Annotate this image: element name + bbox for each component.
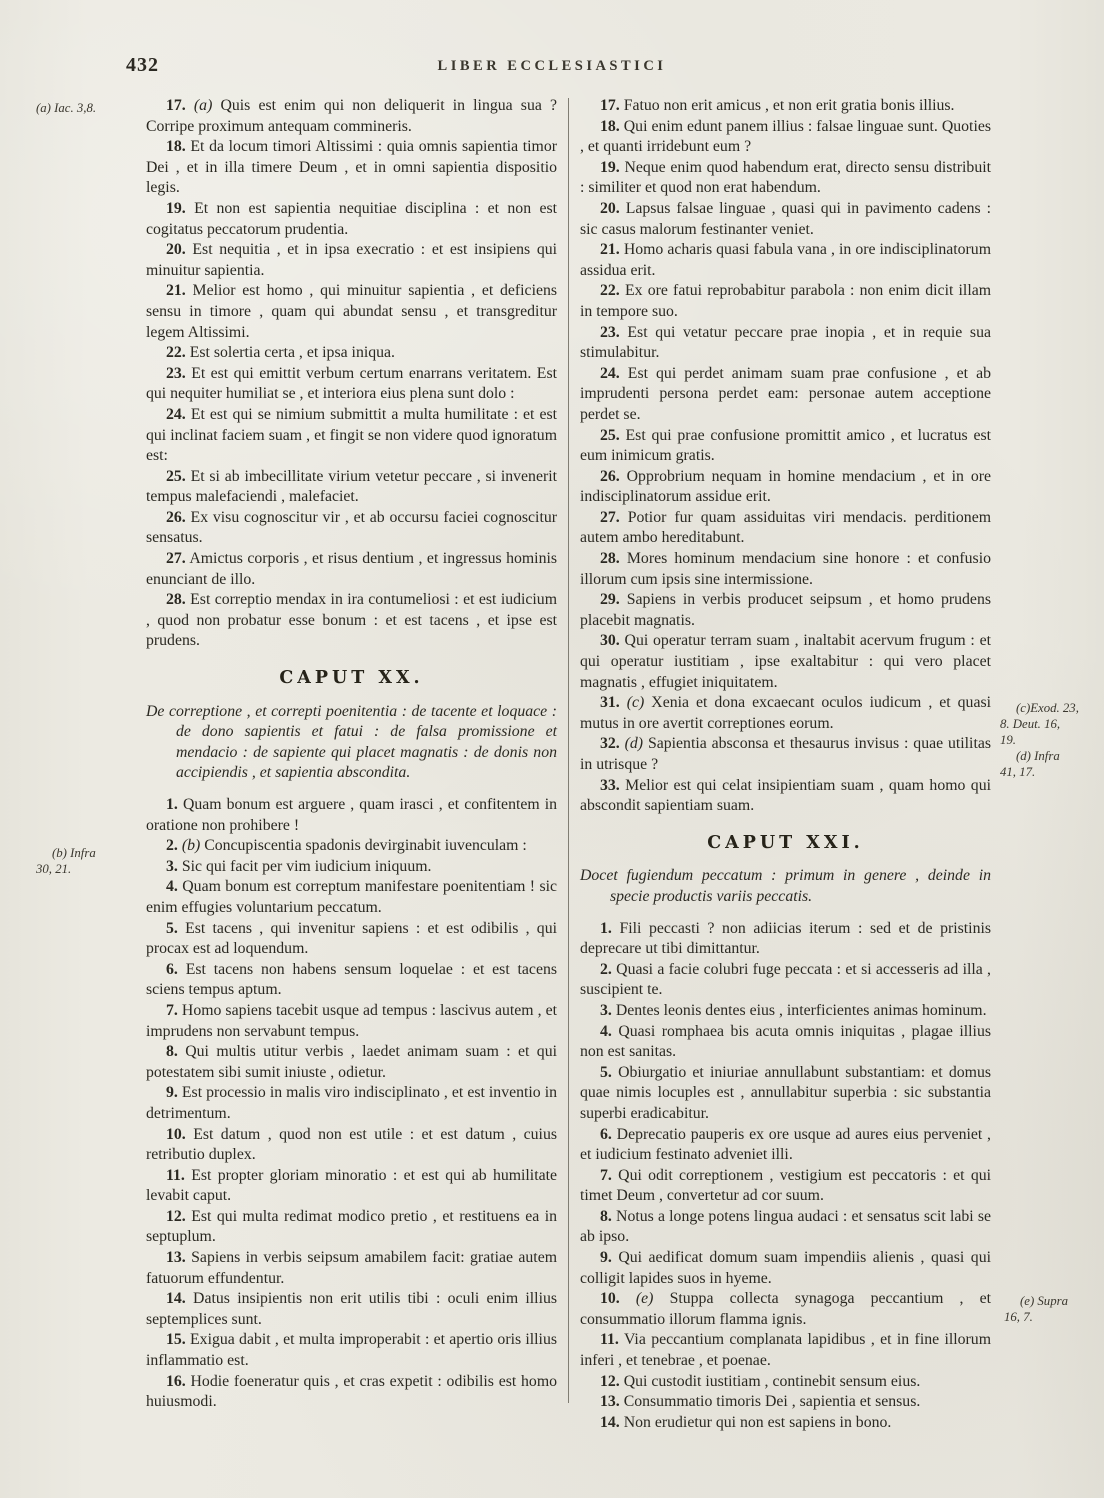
verse-text: Deprecatio pauperis ex ore usque ad aures eius perveniet , et iudicium festinato adveniet illi.: [580, 1125, 992, 1164]
verse-number: 33.: [600, 776, 620, 794]
verse-number: 8.: [600, 1207, 612, 1225]
verse: [146, 96, 557, 137]
verse-text: Dentes leonis dentes eius , interficientes animas hominum.: [615, 1001, 987, 1019]
verse-number: 3.: [166, 857, 178, 875]
verse-number: 18.: [600, 117, 620, 135]
verse: [146, 549, 557, 590]
verse: [580, 467, 991, 508]
running-head: [0, 54, 1104, 84]
verse-text: Est datum , quod non est utile : et est datum , cuius retributio duplex.: [146, 1125, 557, 1164]
verse: [146, 1166, 557, 1207]
verse-text: Hodie foeneratur quis , et cras expetit : odibilis est homo huiusmodi.: [146, 1372, 557, 1411]
verse-text: Quasi a facie colubri fuge peccata : et si accesseris ad illa , suscipient te.: [580, 960, 991, 999]
verse-number: 25.: [166, 467, 186, 485]
verse: [580, 1125, 991, 1166]
verse-number: 13.: [600, 1393, 620, 1411]
verse-number: 26.: [166, 508, 186, 526]
verse: [580, 693, 991, 734]
verse-number: 7.: [166, 1001, 178, 1019]
footnote-ref: (d): [624, 735, 644, 753]
verse-number: 23.: [166, 364, 186, 382]
verse-number: 15.: [166, 1331, 186, 1349]
verse-number: 1.: [166, 796, 178, 813]
verse: [146, 1001, 557, 1042]
verse: [146, 405, 557, 467]
verse-text: Obiurgatio et iniuriae annullabunt substantiam: et domus quae nimis locuples est , annullabitur superbia : sic substantia superbi eradicabitur.: [580, 1063, 991, 1122]
verse: [580, 1392, 991, 1413]
verse: [580, 1330, 991, 1371]
verse: [580, 1372, 991, 1393]
verse-text: Est tacens non habens sensum loquelae : et est tacens sciens tempus aptum.: [146, 960, 557, 999]
verse: [146, 590, 557, 652]
verse-text: Datus insipientis non erit utilis tibi : oculi enim illius septemplices sunt.: [146, 1290, 558, 1328]
verse-text: Est tacens , qui invenitur sapiens : et est odibilis , qui procax est ad loquendum.: [146, 919, 557, 958]
verse-text: Homo acharis quasi fabula vana , in ore indisciplinatorum assidua erit.: [580, 241, 991, 279]
verse-text: Concupiscentia spadonis devirginabit iuvenculam :: [204, 837, 527, 855]
verse: [580, 426, 991, 467]
verse-number: 2.: [166, 837, 178, 855]
margin-note-line: 41, 17.: [1000, 765, 1036, 779]
verse-number: 21.: [166, 282, 186, 300]
verse-number: 12.: [600, 1372, 620, 1390]
margin-note-line: 30, 21.: [36, 862, 72, 876]
verse-text: Xenia et dona excaecant oculos iudicum , et quasi mutus in ore avertit correptiones eorum.: [580, 694, 992, 732]
verse-text: Mores hominum mendacium sine honore : et confusio illorum cum ipsis sine intermissione.: [580, 550, 991, 588]
column-divider: [568, 98, 569, 1403]
verse-number: 2.: [600, 960, 612, 978]
verse-number: 7.: [600, 1166, 612, 1184]
chapter-heading-xxi: CAPUT XXI.: [707, 832, 864, 853]
verse-number: 5.: [166, 919, 178, 937]
footnote-ref: (e): [635, 1290, 654, 1308]
verse-number: 11.: [166, 1166, 185, 1184]
verse-number: 9.: [600, 1249, 612, 1267]
verse: [580, 960, 991, 1001]
verse: [580, 1063, 991, 1125]
verse-number: 25.: [600, 426, 620, 444]
verse: [146, 343, 557, 364]
verse-text: Qui operatur terram suam , inaltabit acervum frugum : et qui operatur iustitiam , ipse exaltabitur : qui vero placet magnatis , effugiet iniquitatem.: [580, 632, 991, 691]
verse: [146, 1330, 557, 1371]
verse-text: Opprobrium nequam in homine mendacium , et in ore indisciplinatorum assidue erit.: [580, 467, 991, 506]
verse: [580, 734, 991, 775]
verse: [146, 467, 557, 508]
verse: [146, 1125, 557, 1166]
margin-note-a: [36, 100, 96, 116]
verse: [146, 1042, 557, 1083]
verse: [580, 158, 991, 199]
verse: [146, 960, 557, 1001]
verse-number: 10.: [166, 1125, 186, 1143]
left-column-verses-top: [146, 96, 557, 652]
verse-number: 32.: [600, 735, 620, 753]
footnote-ref: (c): [626, 694, 645, 712]
margin-note-line: (c)Exod. 23,: [1016, 701, 1079, 715]
margin-note-line: 8. Deut. 16,: [1000, 717, 1061, 731]
verse-text: Homo sapiens tacebit usque ad tempus : lascivus autem , et imprudens non servabunt tempus.: [146, 1001, 557, 1040]
verse-text: Est solertia certa , et ipsa iniqua.: [189, 344, 395, 362]
verse-number: 8.: [166, 1043, 178, 1061]
verse-number: 27.: [600, 508, 620, 526]
verse-text: Quis est enim qui non deliquerit in lingua sua ? Corripe proximum antequam commineris.: [146, 97, 558, 135]
verse-number: 9.: [166, 1084, 178, 1102]
verse-number: 22.: [600, 282, 620, 300]
verse-text: Est nequitia , et in ipsa execratio : et est insipiens qui minuitur sapientia.: [146, 241, 558, 279]
verse: [146, 1372, 557, 1413]
verse-number: 14.: [166, 1290, 186, 1308]
verse-text: Qui multis utitur verbis , laedet animam suam : et qui potestatem sibi sumit iniuste , odietur.: [146, 1043, 557, 1081]
verse: [580, 776, 991, 817]
verse-text: Ex visu cognoscitur vir , et ab occursu faciei cognoscitur sensatus.: [146, 508, 557, 547]
verse-number: 13.: [166, 1249, 186, 1267]
footnote-ref: (a): [193, 97, 213, 114]
verse: [580, 364, 991, 426]
verse-text: Quasi romphaea bis acuta omnis iniquitas , plagae illius non est sanitas.: [580, 1022, 991, 1061]
verse: [580, 631, 991, 693]
verse-number: 6.: [166, 960, 178, 978]
margin-note-line: (a) Iac. 3,8.: [36, 101, 97, 115]
verse-text: Melior est homo , qui minuitur sapientia , et deficiens sensu in timore , quam qui abundat sensu , et transgreditur legem Altissimi.: [146, 282, 558, 341]
verse-text: Potior fur quam assiduitas viri mendacis. perditionem autem ambo hereditabunt.: [580, 508, 991, 547]
verse-text: Et non est sapientia nequitiae disciplina : et non est cogitatus peccatorum prudentia.: [146, 199, 558, 238]
verse-text: Quam bonum est arguere , quam irasci , et confitentem in oratione non prohibere !: [146, 796, 558, 834]
verse: [580, 323, 991, 364]
verse-text: Via peccantium complanata lapidibus , et in fine illorum inferi , et tenebrae , et poenae.: [580, 1331, 991, 1370]
verse-number: 12.: [166, 1207, 186, 1225]
verse-text: Amictus corporis , et risus dentium , et ingressus hominis enunciant de illo.: [146, 550, 557, 588]
verse-number: 18.: [166, 138, 186, 156]
verse-text: Et si ab imbecillitate virium vetetur peccare , si invenerit tempus malefaciendi , malefaciet.: [146, 467, 558, 506]
verse-text: Qui aedificat domum suam impendiis alienis , quasi qui colligit lapides suos in hyeme.: [580, 1249, 991, 1287]
verse-text: Sapiens in verbis producet seipsum , et homo prudens placebit magnatis.: [580, 591, 991, 629]
verse-number: 21.: [600, 241, 620, 259]
verse: [580, 96, 991, 117]
verse: [146, 857, 557, 878]
verse-number: 6.: [600, 1125, 612, 1143]
right-column-verses-top: [580, 96, 991, 817]
verse-number: 11.: [600, 1331, 619, 1349]
verse: [580, 919, 991, 960]
right-column: [580, 96, 991, 1433]
verse: [580, 1248, 991, 1289]
right-column-verses-bottom: [580, 919, 991, 1434]
verse-text: Sapientia absconsa et thesaurus invisus : quae utilitas in utrisque ?: [580, 735, 991, 773]
verse: [146, 836, 557, 857]
verse: [146, 364, 557, 405]
verse: [146, 508, 557, 549]
margin-note-b: [36, 845, 96, 877]
verse-text: Consummatio timoris Dei , sapientia et sensus.: [623, 1393, 921, 1411]
verse: [146, 877, 557, 918]
verse-text: Et da locum timori Altissimi : quia omnis sapientia timor Dei , et in illa timere Deum , et in omni sapientia dispositio legis.: [146, 138, 557, 197]
verse-text: Est qui multa redimat modico pretio , et restituens ea in septuplum.: [146, 1207, 557, 1246]
verse-text: Est qui prae confusione promittit amico , et lucratus est eum inimicum gratis.: [580, 426, 991, 465]
verse: [146, 919, 557, 960]
verse-number: 27.: [166, 550, 186, 568]
verse-text: Qui enim edunt panem illius : falsae linguae sunt. Quoties , et quanti irridebunt eum ?: [580, 117, 991, 156]
verse-number: 14.: [600, 1413, 620, 1431]
verse-text: Non erudietur qui non est sapiens in bono.: [623, 1413, 892, 1431]
verse-text: Est qui perdet animam suam prae confusione , et ab imprudenti persona perdet eam: personae autem acceptione perdet se.: [580, 364, 991, 423]
verse: [580, 1413, 991, 1434]
verse: [580, 281, 991, 322]
verse: [580, 240, 991, 281]
verse: [580, 1166, 991, 1207]
verse-number: 23.: [600, 323, 620, 341]
verse-number: 17.: [166, 97, 186, 114]
verse: [146, 1083, 557, 1124]
margin-note-line: (d) Infra: [1016, 749, 1060, 763]
verse: [580, 590, 991, 631]
verse-number: 10.: [600, 1290, 620, 1308]
chapter-heading-xx: CAPUT XX.: [279, 668, 424, 689]
verse: [580, 199, 991, 240]
verse-text: Qui odit correptionem , vestigium est peccatoris : et qui timet Deum , convertetur ad cor suum.: [580, 1166, 992, 1205]
verse-text: Ex ore fatui reprobabitur parabola : non enim dicit illam in tempore suo.: [580, 282, 992, 320]
verse-number: 19.: [600, 158, 620, 176]
verse-text: Est correptio mendax in ira contumeliosi : et est iudicium , quod non probatur esse bonum : et est tacens , et ipse est prudens.: [146, 591, 557, 650]
verse-text: Est propter gloriam minoratio : et est qui ab humilitate levabit caput.: [146, 1166, 557, 1205]
verse: [580, 1289, 991, 1330]
verse-number: 4.: [600, 1022, 612, 1040]
verse-text: Neque enim quod habendum erat, directo sensu distribuit : similiter et quod non erat habendum.: [580, 158, 991, 197]
verse-number: 5.: [600, 1063, 612, 1081]
verse-text: Est qui vetatur peccare prae inopia , et in requie sua stimulabitur.: [580, 323, 991, 362]
verse-number: 26.: [600, 467, 620, 485]
verse-number: 3.: [600, 1001, 612, 1019]
verse-number: 1.: [600, 919, 612, 937]
verse-text: Notus a longe potens lingua audaci : et sensatus scit labi se ab ipso.: [580, 1207, 991, 1246]
page-number: 432: [126, 54, 159, 76]
verse-number: 24.: [600, 364, 620, 382]
verse-text: Et est qui se nimium submittit a multa humilitate : et est qui inclinat faciem suam , et fingit se non videre quod ignoratum est:: [146, 405, 558, 465]
verse-number: 4.: [166, 878, 178, 896]
verse: [146, 1207, 557, 1248]
chapter-argument-xx: De correptione , et correpti poenitentia : de tacente et loquace : de dono sapientis et fatui : de falsa promissione et mendacio : de sapiente qui placet magnatis : de donis non accipiendis , et sapientia abscondita.: [146, 702, 557, 782]
margin-note-cd: [1000, 700, 1079, 780]
verse: [146, 137, 557, 199]
verse-number: 30.: [600, 632, 620, 650]
verse-text: Est processio in malis viro indisciplinato , et est inventio in detrimentum.: [146, 1084, 557, 1122]
verse-number: 16.: [166, 1372, 186, 1390]
verse-number: 31.: [600, 694, 620, 712]
verse: [146, 1289, 557, 1330]
verse-text: Melior est qui celat insipientiam suam , quam homo qui abscondit sapientiam suam.: [580, 776, 991, 815]
left-column-verses-bottom: [146, 795, 557, 1413]
verse: [580, 549, 991, 590]
verse-text: Fatuo non erit amicus , et non erit gratia bonis illius.: [623, 97, 955, 114]
verse-text: Exigua dabit , et multa improperabit : et apertio oris illius inflammatio est.: [146, 1331, 557, 1370]
verse: [580, 1022, 991, 1063]
text-block: [146, 96, 1004, 1433]
verse-text: Fili peccasti ? non adiicias iterum : sed et de pristinis deprecare ut tibi dimittantur.: [580, 919, 991, 958]
verse-number: 17.: [600, 97, 620, 114]
verse: [146, 240, 557, 281]
verse-number: 20.: [166, 241, 186, 259]
verse-text: Stuppa collecta synagoga peccantium , et consummatio illorum flamma ignis.: [580, 1290, 992, 1328]
verse-number: 29.: [600, 591, 620, 609]
verse: [580, 508, 991, 549]
margin-note-line: (b) Infra: [52, 846, 96, 860]
verse: [146, 199, 557, 240]
verse-text: Quam bonum est correptum manifestare poenitentiam ! sic enim effugies voluntarium peccatum.: [146, 878, 557, 916]
verse-text: Qui custodit iustitiam , continebit sensum eius.: [623, 1372, 921, 1390]
verse: [580, 117, 991, 158]
verse-text: Sic qui facit per vim iudicium iniquum.: [181, 857, 432, 875]
verse-text: Et est qui emittit verbum certum enarrans veritatem. Est qui nequiter humiliat se , et interiora eius plena sunt dolo :: [146, 364, 557, 403]
margin-note-line: (e) Supra: [1020, 1294, 1068, 1308]
verse-text: Lapsus falsae linguae , quasi qui in pavimento cadens : sic casus malorum festinanter veniet.: [580, 199, 991, 238]
margin-note-line: 19.: [1000, 733, 1016, 747]
running-title: LIBER ECCLESIASTICI: [437, 58, 667, 74]
verse: [580, 1207, 991, 1248]
verse: [146, 281, 557, 343]
margin-note-e: [1004, 1293, 1068, 1325]
footnote-ref: (b): [181, 837, 201, 855]
margin-note-line: 16, 7.: [1004, 1310, 1033, 1324]
chapter-argument-xxi: Docet fugiendum peccatum : primum in genere , deinde in specie productis variis peccatis.: [580, 867, 991, 905]
verse-number: 28.: [166, 591, 186, 609]
verse-text: Sapiens in verbis seipsum amabilem facit: gratiae autem fatuorum effundentur.: [146, 1249, 557, 1287]
verse: [146, 1248, 557, 1289]
verse: [146, 795, 557, 836]
verse-number: 24.: [166, 405, 186, 423]
verse-number: 20.: [600, 199, 620, 217]
verse-number: 28.: [600, 550, 620, 568]
left-column: [146, 96, 557, 1433]
verse-number: 22.: [166, 344, 186, 362]
verse-number: 19.: [166, 199, 186, 217]
verse: [580, 1001, 991, 1022]
